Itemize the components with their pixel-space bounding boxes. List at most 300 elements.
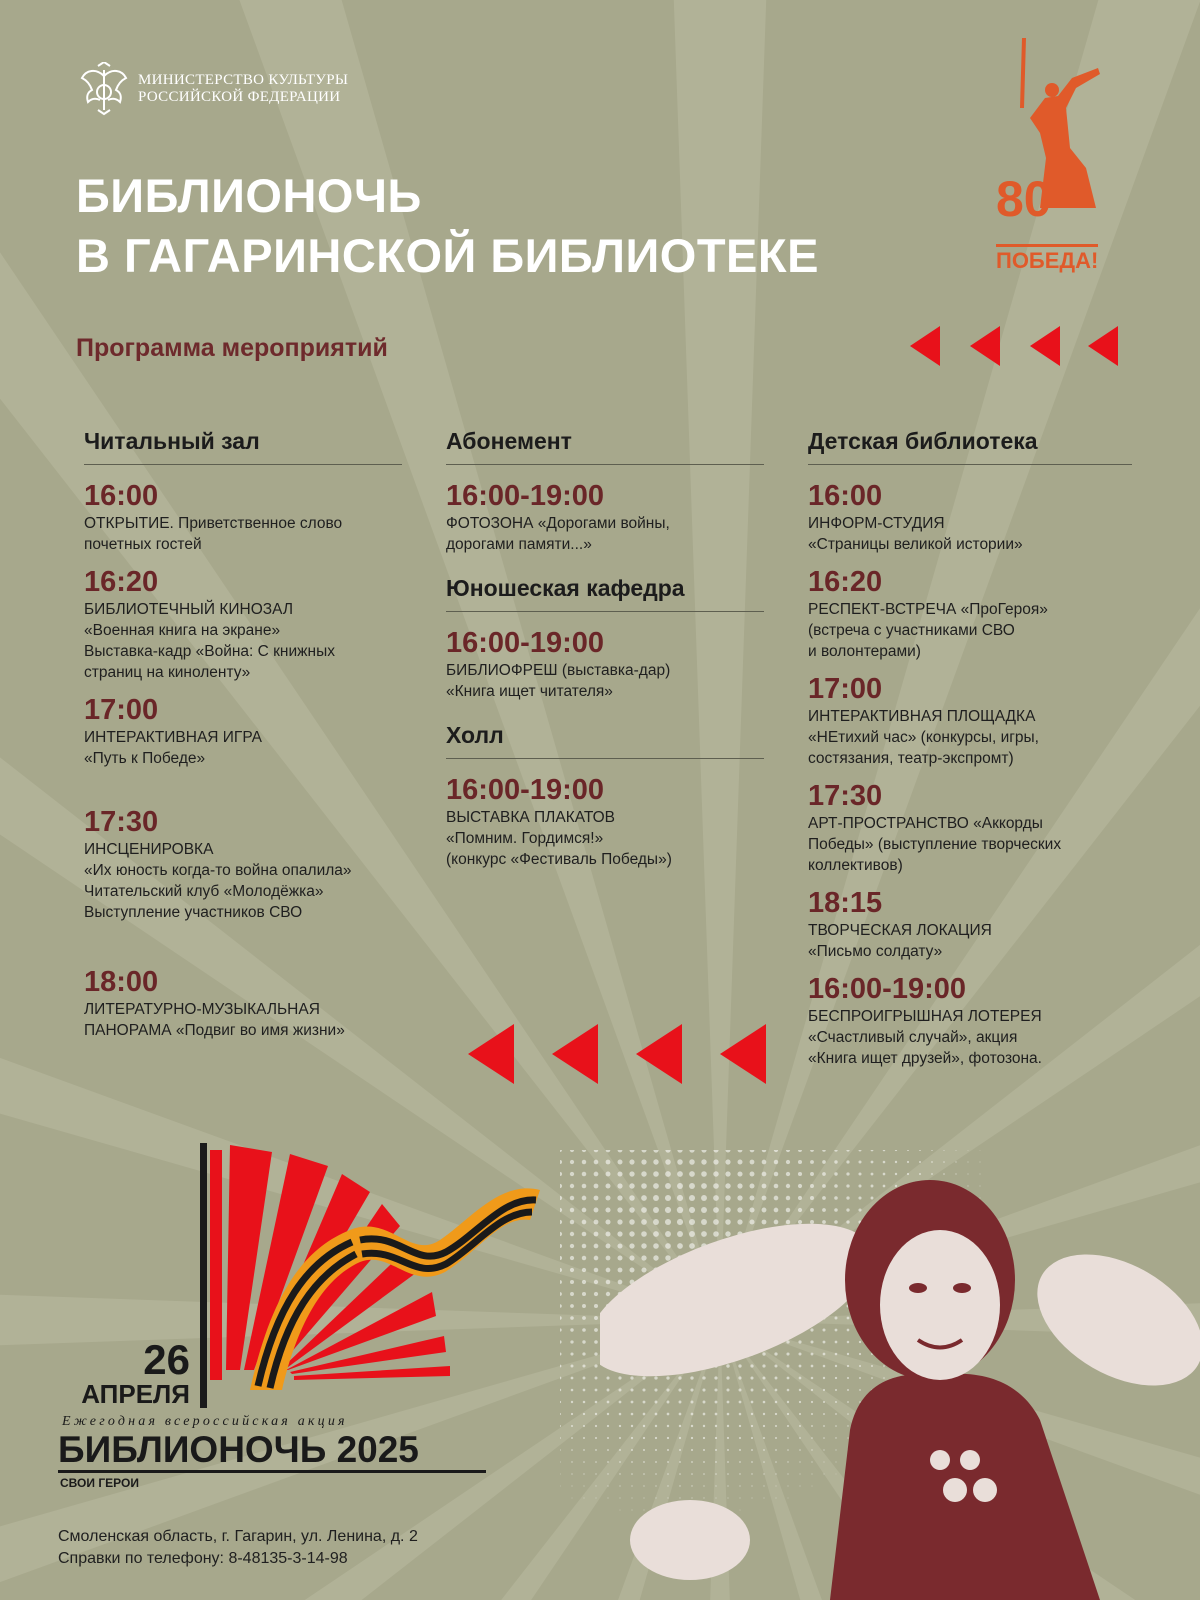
halftone-dot — [907, 1173, 909, 1175]
halftone-dot — [895, 1150, 897, 1151]
halftone-dot — [750, 1150, 755, 1152]
logo-subtitle: СВОИ ГЕРОИ — [60, 1476, 139, 1490]
logo-month: АПРЕЛЯ — [81, 1379, 190, 1409]
halftone-dot — [871, 1150, 874, 1151]
event-description-line: БИБЛИОТЕЧНЫЙ КИНОЗАЛ — [84, 601, 293, 618]
halftone-dot — [774, 1150, 778, 1152]
halftone-dot — [595, 1437, 597, 1439]
event-time: 16:00-19:00 — [446, 480, 604, 512]
event-description-line: ИНТЕРАКТИВНАЯ ПЛОЩАДКА — [808, 708, 1036, 725]
halftone-dot — [560, 1340, 562, 1343]
halftone-dot — [570, 1316, 574, 1320]
halftone-dot — [594, 1292, 598, 1296]
halftone-dot — [726, 1150, 731, 1153]
halftone-dot — [713, 1171, 718, 1176]
halftone-dot — [560, 1437, 561, 1439]
pilot-face — [880, 1230, 1000, 1380]
schedule-column-2 — [446, 426, 764, 880]
halftone-dot — [582, 1316, 586, 1320]
halftone-dot — [629, 1159, 634, 1164]
halftone-dot — [750, 1172, 755, 1177]
halftone-dot — [560, 1150, 562, 1152]
event-time: 16:00-19:00 — [808, 973, 966, 1005]
event-description-line: ИНФОРМ-СТУДИЯ — [808, 515, 945, 532]
schedule-section — [84, 426, 402, 1041]
event-time: 16:20 — [84, 566, 159, 598]
halftone-dot — [689, 1150, 694, 1153]
halftone-dot — [582, 1208, 587, 1213]
halftone-dot — [584, 1498, 585, 1499]
halftone-dot — [594, 1268, 599, 1273]
halftone-dot — [858, 1172, 861, 1175]
halftone-dot — [846, 1160, 849, 1163]
halftone-dot — [594, 1196, 599, 1201]
halftone-dot — [798, 1172, 802, 1176]
pilot-eye — [953, 1283, 971, 1293]
halftone-dot — [582, 1196, 587, 1201]
logo-day: 26 — [143, 1336, 190, 1383]
event-time: 18:15 — [808, 887, 883, 919]
event-description-line: «Письмо солдату» — [808, 943, 943, 960]
halftone-dot — [653, 1150, 658, 1153]
halftone-dot — [701, 1150, 706, 1153]
halftone-dot — [570, 1340, 573, 1343]
event-description-line: Читательский клуб «Молодёжка» — [84, 883, 324, 900]
halftone-dot — [786, 1150, 790, 1152]
event-description-line: дорогами памяти...» — [446, 536, 592, 553]
halftone-dot — [582, 1244, 587, 1249]
halftone-dot — [582, 1172, 587, 1177]
halftone-dot — [560, 1389, 561, 1391]
halftone-dot — [583, 1389, 586, 1392]
halftone-dot — [665, 1159, 671, 1165]
halftone-dot — [570, 1150, 574, 1152]
section-heading: Детская библиотека — [808, 428, 1038, 454]
schedule-column-1 — [84, 426, 402, 1051]
halftone-dot — [955, 1150, 956, 1151]
event-description-line: ПАНОРАМА «Подвиг во имя жизни» — [84, 1022, 345, 1039]
halftone-dot — [583, 1401, 586, 1404]
halftone-dot — [570, 1256, 574, 1260]
halftone-dot — [583, 1437, 585, 1439]
halftone-dot — [570, 1244, 574, 1248]
event-description-line: «Путь к Победе» — [84, 750, 206, 767]
schedule-event — [84, 965, 402, 1041]
schedule-event — [446, 479, 764, 555]
halftone-dot — [560, 1425, 561, 1427]
halftone-dot — [570, 1304, 574, 1308]
halftone-dot — [582, 1292, 586, 1296]
halftone-dot — [617, 1171, 622, 1176]
halftone-dot — [943, 1173, 945, 1175]
event-description-line: «НЕтихий час» (конкурсы, игры, — [808, 729, 1039, 746]
arrows-decoration-top — [910, 324, 1122, 368]
footer-phone: Справки по телефону: 8-48135-3-14-98 — [58, 1550, 348, 1567]
logo-date — [60, 1336, 190, 1409]
halftone-dot — [594, 1256, 599, 1261]
schedule-event — [84, 693, 402, 769]
logo-tagline: Ежегодная всероссийская акция — [62, 1414, 348, 1429]
halftone-dot — [570, 1208, 574, 1212]
halftone-dot — [762, 1160, 767, 1165]
schedule-event — [808, 972, 1132, 1069]
arrow-left-icon — [1030, 326, 1060, 366]
badge-word: ПОБЕДА! — [996, 244, 1098, 274]
halftone-dot — [570, 1172, 574, 1176]
halftone-dot — [582, 1328, 586, 1332]
halftone-dot — [560, 1401, 561, 1403]
event-description-line: «Книга ищет друзей», фотозона. — [808, 1050, 1042, 1067]
halftone-dot — [919, 1173, 921, 1175]
halftone-dot — [967, 1173, 968, 1174]
schedule-section — [808, 426, 1132, 1069]
halftone-dot — [571, 1389, 574, 1392]
halftone-dot — [571, 1425, 573, 1427]
poster-title — [76, 166, 819, 286]
halftone-dot — [595, 1413, 597, 1415]
arrow-left-icon — [720, 1024, 766, 1084]
schedule-event — [446, 773, 764, 870]
halftone-dot — [846, 1150, 849, 1152]
halftone-dot — [560, 1268, 562, 1272]
schedule-event — [84, 805, 402, 923]
arrow-left-icon — [1088, 326, 1118, 366]
halftone-dot — [871, 1161, 874, 1164]
event-description-line: «Их юность когда-то война опалила» — [84, 862, 352, 879]
event-time: 16:00 — [808, 480, 883, 512]
halftone-dot — [595, 1449, 597, 1451]
halftone-dot — [955, 1173, 956, 1174]
section-heading: Абонемент — [446, 428, 572, 454]
halftone-dot — [560, 1377, 561, 1380]
event-time: 16:20 — [808, 566, 883, 598]
halftone-dot — [689, 1171, 695, 1177]
event-description-line: ФОТОЗОНА «Дорогами войны, — [446, 515, 670, 532]
halftone-dot — [907, 1150, 909, 1151]
halftone-dot — [895, 1161, 897, 1163]
halftone-dot — [931, 1150, 933, 1151]
halftone-dot — [560, 1473, 561, 1474]
event-description-line: состязания, театр-экспромт) — [808, 750, 1014, 767]
halftone-dot — [571, 1377, 574, 1380]
halftone-dot — [883, 1150, 886, 1151]
logo-rule — [58, 1470, 486, 1473]
halftone-dot — [571, 1449, 573, 1451]
logo-name: БИБЛИОНОЧЬ 2025 — [58, 1429, 419, 1470]
double-headed-eagle-icon — [78, 62, 130, 116]
event-time: 16:00-19:00 — [446, 627, 604, 659]
event-description-line: почетных гостей — [84, 536, 202, 553]
arrows-decoration-middle — [468, 1020, 768, 1086]
halftone-dot — [560, 1256, 562, 1260]
halftone-dot — [595, 1461, 597, 1463]
halftone-dot — [570, 1328, 573, 1331]
halftone-dot — [583, 1425, 585, 1427]
halftone-dot — [606, 1172, 611, 1177]
footer-address: Смоленская область, г. Гагарин, ул. Ленина, д. 2 — [58, 1528, 418, 1545]
event-time: 17:30 — [84, 806, 159, 838]
halftone-dot — [570, 1232, 574, 1236]
halftone-dot — [594, 1150, 599, 1152]
halftone-dot — [895, 1173, 897, 1175]
section-heading: Читальный зал — [84, 428, 260, 454]
halftone-dot — [725, 1171, 730, 1176]
halftone-dot — [750, 1160, 755, 1165]
propeller-blade — [1015, 1227, 1200, 1412]
arrow-left-icon — [468, 1024, 514, 1084]
event-time: 17:30 — [808, 780, 883, 812]
halftone-dot — [595, 1473, 596, 1474]
halftone-dot — [822, 1172, 826, 1176]
halftone-dot — [560, 1304, 562, 1308]
schedule-section — [446, 573, 764, 702]
event-time: 16:00 — [84, 480, 159, 512]
schedule-event — [808, 479, 1132, 555]
logo-divider-vertical — [200, 1143, 207, 1408]
halftone-dot — [943, 1161, 945, 1163]
halftone-dot — [583, 1473, 584, 1474]
halftone-dot — [582, 1268, 586, 1272]
event-description-line: (встреча с участниками СВО — [808, 622, 1015, 639]
halftone-dot — [582, 1256, 586, 1260]
halftone-dot — [582, 1150, 586, 1152]
halftone-dot — [560, 1328, 562, 1331]
halftone-dot — [641, 1171, 646, 1176]
propeller-blade — [630, 1500, 750, 1580]
event-description-line: коллективов) — [808, 857, 903, 874]
halftone-dot — [859, 1150, 862, 1151]
halftone-dot — [606, 1150, 611, 1152]
program-heading: Программа мероприятий — [76, 334, 388, 362]
ministry-line-2: РОССИЙСКОЙ ФЕДЕРАЦИИ — [138, 89, 341, 105]
halftone-dot — [570, 1184, 574, 1188]
halftone-dot — [560, 1292, 562, 1296]
halftone-dot — [582, 1304, 586, 1308]
halftone-dot — [762, 1172, 767, 1177]
halftone-dot — [641, 1159, 646, 1164]
halftone-dot — [583, 1485, 584, 1486]
section-divider — [84, 464, 402, 465]
halftone-dot — [618, 1150, 623, 1152]
halftone-dot — [834, 1150, 837, 1152]
halftone-dot — [582, 1364, 585, 1367]
halftone-dot — [618, 1160, 623, 1165]
halftone-dot — [810, 1172, 814, 1176]
halftone-dot — [595, 1389, 598, 1392]
arrow-left-icon — [636, 1024, 682, 1084]
halftone-dot — [594, 1184, 599, 1189]
event-description-line: «Счастливый случай», акция — [808, 1029, 1018, 1046]
halftone-dot — [583, 1449, 585, 1451]
event-description-line: «Книга ищет читателя» — [446, 683, 613, 700]
halftone-dot — [595, 1401, 598, 1404]
event-description-line: Выступление участников СВО — [84, 904, 303, 921]
halftone-dot — [594, 1172, 599, 1177]
halftone-dot — [582, 1352, 585, 1355]
halftone-dot — [980, 1174, 981, 1175]
halftone-dot — [571, 1485, 572, 1486]
event-description-line: «Помним. Гордимся!» — [446, 830, 604, 847]
halftone-dot — [594, 1340, 598, 1344]
halftone-dot — [595, 1485, 596, 1486]
halftone-dot — [677, 1171, 683, 1177]
halftone-dot — [653, 1171, 659, 1177]
halftone-dot — [582, 1220, 587, 1225]
event-description-line: ТВОРЧЕСКАЯ ЛОКАЦИЯ — [808, 922, 992, 939]
halftone-dot — [582, 1232, 587, 1237]
event-time: 16:00-19:00 — [446, 774, 604, 806]
ministry-line-1: МИНИСТЕРСТВО КУЛЬТУРЫ — [138, 72, 349, 88]
halftone-dot — [630, 1150, 635, 1153]
halftone-dot — [560, 1353, 562, 1356]
halftone-dot — [560, 1160, 562, 1164]
halftone-dot — [834, 1160, 837, 1163]
halftone-dot — [955, 1161, 956, 1162]
halftone-dot — [677, 1159, 683, 1165]
section-divider — [446, 464, 764, 465]
event-time: 17:00 — [84, 694, 159, 726]
halftone-dot — [571, 1461, 572, 1462]
section-heading: Юношеская кафедра — [446, 575, 685, 601]
halftone-dot — [594, 1304, 598, 1308]
arrow-left-icon — [970, 326, 1000, 366]
halftone-dot — [653, 1159, 658, 1164]
schedule-event — [84, 479, 402, 555]
event-description-line: ОТКРЫТИЕ. Приветственное слово — [84, 515, 343, 532]
halftone-dot — [570, 1196, 574, 1200]
halftone-dot — [725, 1159, 730, 1164]
halftone-dot — [595, 1425, 597, 1427]
event-description-line: Победы» (выступление творческих — [808, 836, 1062, 853]
halftone-dot — [596, 1498, 597, 1499]
halftone-dot — [762, 1150, 767, 1152]
halftone-dot — [560, 1196, 562, 1200]
halftone-dot — [560, 1280, 562, 1284]
halftone-dot — [570, 1160, 574, 1164]
event-description-line: ИНСЦЕНИРОВКА — [84, 841, 214, 858]
schedule-section — [446, 720, 764, 870]
ministry-name — [138, 72, 348, 106]
halftone-dot — [943, 1150, 944, 1151]
event-description-line: «Страницы великой истории» — [808, 536, 1023, 553]
halftone-dot — [665, 1150, 670, 1153]
halftone-dot — [822, 1150, 826, 1152]
halftone-dot — [570, 1352, 573, 1355]
halftone-dot — [786, 1172, 790, 1176]
halftone-dot — [967, 1150, 968, 1151]
halftone-dot — [594, 1208, 599, 1213]
event-time: 18:00 — [84, 966, 159, 998]
halftone-dot — [677, 1150, 682, 1153]
halftone-dot — [713, 1150, 718, 1153]
halftone-dot — [713, 1159, 718, 1164]
halftone-dot — [738, 1150, 743, 1152]
halftone-dot — [641, 1150, 646, 1153]
halftone-dot — [583, 1461, 585, 1463]
halftone-dot — [594, 1352, 597, 1355]
halftone-dot — [810, 1160, 814, 1164]
halftone-dot — [594, 1160, 599, 1165]
halftone-dot — [858, 1160, 861, 1163]
halftone-dot — [594, 1328, 598, 1332]
halftone-dot — [570, 1220, 574, 1224]
halftone-dot — [871, 1173, 874, 1176]
event-description-line: ВЫСТАВКА ПЛАКАТОВ — [446, 809, 616, 826]
schedule-event — [808, 886, 1132, 962]
halftone-dot — [931, 1161, 933, 1163]
footer — [58, 1526, 418, 1570]
halftone-dot — [582, 1280, 586, 1284]
title-line-1: БИБЛИОНОЧЬ — [76, 169, 422, 222]
halftone-dot — [571, 1365, 574, 1368]
halftone-dot — [560, 1184, 562, 1188]
halftone-dot — [931, 1173, 933, 1175]
halftone-dot — [594, 1244, 599, 1249]
halftone-dot — [560, 1208, 562, 1212]
halftone-dot — [571, 1437, 573, 1439]
halftone-dot — [572, 1498, 573, 1499]
halftone-dot — [594, 1364, 597, 1367]
halftone-dot — [846, 1172, 849, 1175]
halftone-dot — [560, 1365, 561, 1368]
schedule-event — [808, 565, 1132, 662]
halftone-dot — [689, 1159, 695, 1165]
halftone-dot — [560, 1413, 561, 1415]
schedule-section — [446, 426, 764, 555]
halftone-dot — [629, 1171, 634, 1176]
halftone-dot — [594, 1280, 598, 1284]
halftone-dot — [560, 1220, 562, 1224]
halftone-dot — [883, 1161, 886, 1164]
halftone-dot — [665, 1171, 671, 1177]
halftone-dot — [980, 1162, 981, 1163]
schedule-event — [808, 672, 1132, 769]
halftone-dot — [594, 1316, 598, 1320]
event-description-line: АРТ-ПРОСТРАНСТВО «Аккорды — [808, 815, 1043, 832]
halftone-dot — [798, 1160, 802, 1164]
section-heading: Холл — [446, 722, 504, 748]
schedule-event — [808, 779, 1132, 876]
schedule-column-3 — [808, 426, 1132, 1079]
halftone-dot — [919, 1161, 921, 1163]
halftone-dot — [583, 1413, 585, 1415]
halftone-dot — [570, 1292, 574, 1296]
halftone-dot — [571, 1473, 572, 1474]
halftone-dot — [582, 1160, 586, 1164]
halftone-dot — [834, 1172, 837, 1175]
halftone-dot — [560, 1461, 561, 1462]
event-description-line: и волонтерами) — [808, 643, 921, 660]
halftone-dot — [560, 1172, 562, 1176]
badge-number: 80 — [996, 171, 1052, 227]
halftone-dot — [774, 1160, 778, 1164]
halftone-dot — [560, 1244, 562, 1248]
event-description-line: «Военная книга на экране» — [84, 622, 281, 639]
halftone-dot — [582, 1340, 585, 1343]
pilot-eye — [909, 1283, 927, 1293]
halftone-dot — [737, 1171, 742, 1176]
halftone-dot — [822, 1160, 826, 1164]
event-time: 17:00 — [808, 673, 883, 705]
halftone-dot — [570, 1280, 574, 1284]
halftone-dot — [571, 1413, 573, 1415]
halftone-dot — [919, 1150, 921, 1151]
pilot-portrait-image — [600, 1180, 1200, 1600]
halftone-dot — [583, 1377, 586, 1380]
section-divider — [446, 758, 764, 759]
halftone-dot — [883, 1173, 886, 1176]
event-description-line: страниц на киноленту» — [84, 664, 251, 681]
